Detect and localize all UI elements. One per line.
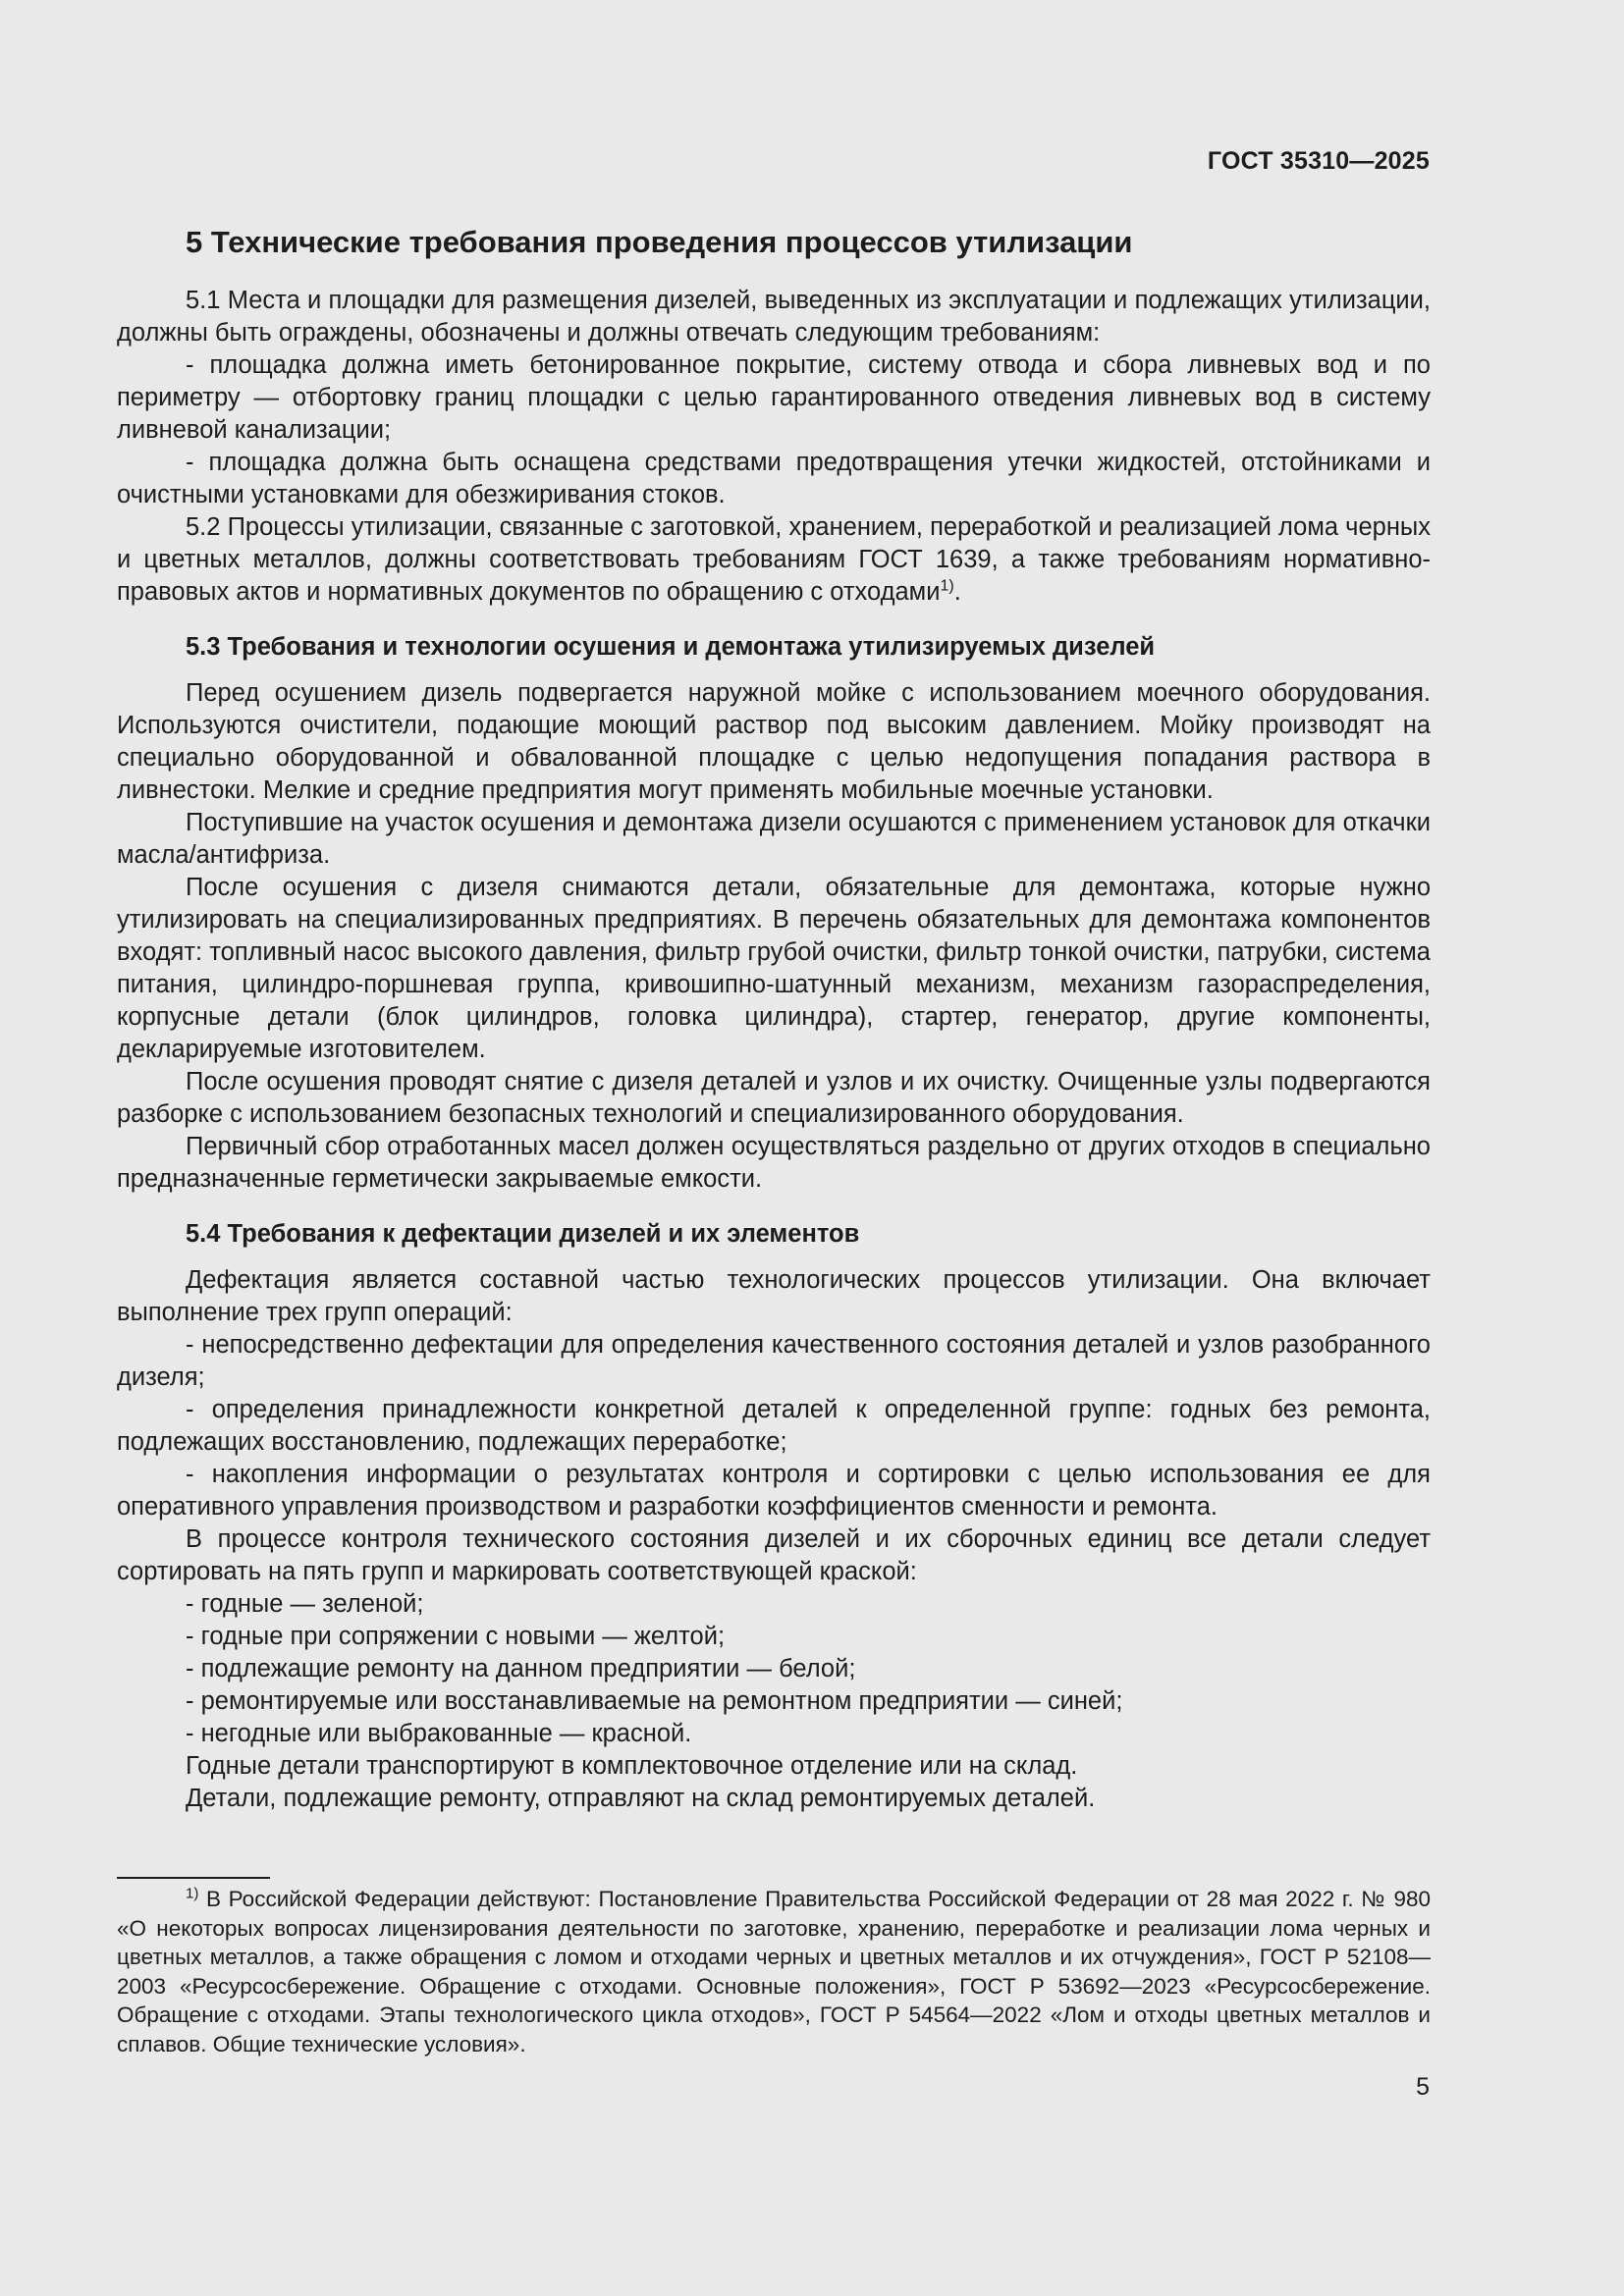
paragraph-5-4-item-2: - определения принадлежности конкретной деталей к определенной группе: годных без ремонта, подлежащих восстановлению, подлежащих переработке;	[117, 1396, 1431, 1456]
paragraph-5-2	[117, 511, 1431, 609]
paragraph-5-4-item-3: - накопления информации о результатах контроля и сортировки с целью использования ее для оперативного управления производством и разработки коэффициентов сменности и ремонта.	[117, 1461, 1431, 1521]
section-5-4-title: 5.4 Требования к дефектации дизелей и их элементов	[186, 1220, 860, 1248]
paragraph-5-3-1: Перед осушением дизель подвергается наружной мойке с использованием моечного оборудования. Используются очистители, подающие моющий раствор под высоким давлением. Мойку производят на специально оборудованной и обвалованной площадке с целью недопущения попадания раствора в ливнестоки. Мелкие и средние предприятия могут применять мобильные моечные установки.	[117, 679, 1431, 804]
footnote-text	[117, 1885, 1431, 2058]
main-content	[117, 222, 1431, 1815]
paragraph-5-4-2: В процессе контроля технического состояния дизелей и их сборочных единиц все детали следует сортировать на пять групп и маркировать соответствующей краской:	[117, 1525, 1431, 1585]
document-code: ГОСТ 35310—2025	[1207, 147, 1430, 175]
footnote-body: В Российской Федерации действуют: Постановление Правительства Российской Федерации от 28 мая 2022 г. № 980 «О некоторых вопросах лицензирования деятельности по заготовке, хранению, переработке и реализации лома черных и цветных металлов, а также обращения с ломом и отходами черных и цветных металлов и их отчуждения», ГОСТ Р 52108—2003 «Ресурсосбережение. Обращение с отходами. Основные положения», ГОСТ Р 53692—2023 «Ресурсосбережение. Обращение с отходами. Этапы технологического цикла отходов», ГОСТ Р 54564—2022 «Лом и отходы цветных металлов и сплавов. Общие технические условия».	[117, 1887, 1431, 2056]
paragraph-5-4-item-1: - непосредственно дефектации для определения качественного состояния деталей и узлов разобранного дизеля;	[117, 1331, 1431, 1391]
paragraph-5-2-text: 5.2 Процессы утилизации, связанные с заготовкой, хранением, переработкой и реализацией лома черных и цветных металлов, должны соответствовать требованиям ГОСТ 1639, а также требованиям нормативно-правовых актов и нормативных документов по обращению с отходами	[117, 513, 1431, 606]
paragraph-5-1-item-1: - площадка должна иметь бетонированное покрытие, систему отвода и сбора ливневых вод и по периметру — отбортовку границ площадки с целью гарантированного отведения ливневых вод в систему ливневой канализации;	[117, 351, 1431, 444]
footnote-mark: 1)	[186, 1885, 199, 1902]
footnote-divider	[117, 1877, 270, 1879]
paragraph-5-3-5: Первичный сбор отработанных масел должен осуществляться раздельно от других отходов в специально предназначенные герметически закрываемые емкости.	[117, 1133, 1431, 1193]
paragraph-5-1-item-2: - площадка должна быть оснащена средствами предотвращения утечки жидкостей, отстойниками и очистными установками для обезжиривания стоков.	[117, 449, 1431, 508]
color-list-item: - годные — зеленой;	[186, 1590, 424, 1618]
paragraph-5-3-4: После осушения проводят снятие с дизеля деталей и узлов и их очистку. Очищенные узлы подвергаются разборке с использованием безопасных технологий и специализированного оборудования.	[117, 1068, 1431, 1128]
paragraph-5-4-3: Годные детали транспортируют в комплектовочное отделение или на склад.	[186, 1752, 1078, 1780]
color-list-item: - ремонтируемые или восстанавливаемые на ремонтном предприятии — синей;	[186, 1687, 1123, 1715]
paragraph-5-3-3: После осушения с дизеля снимаются детали, обязательные для демонтажа, которые нужно утилизировать на специализированных предприятиях. В перечень обязательных для демонтажа компонентов входят: топливный насос высокого давления, фильтр грубой очистки, фильтр тонкой очистки, патрубки, система питания, цилиндро-поршневая группа, кривошипно-шатунный механизм, механизм газораспределения, корпусные детали (блок цилиндров, головка цилиндра), стартер, генератор, другие компоненты, декларируемые изготовителем.	[117, 874, 1431, 1063]
footnote-reference[interactable]: 1)	[940, 577, 954, 595]
page-number: 5	[1416, 2073, 1430, 2101]
color-list-item: - подлежащие ремонту на данном предприятии — белой;	[186, 1655, 856, 1682]
color-list-item: - негодные или выбракованные — красной.	[186, 1720, 692, 1747]
paragraph-5-1: 5.1 Места и площадки для размещения дизелей, выведенных из эксплуатации и подлежащих утилизации, должны быть ограждены, обозначены и должны отвечать следующим требованиям:	[117, 287, 1431, 347]
paragraph-5-2-end: .	[953, 578, 961, 606]
section-5-title: 5 Технические требования проведения процессов утилизации	[186, 225, 1133, 259]
paragraph-5-4-4: Детали, подлежащие ремонту, отправляют на склад ремонтируемых деталей.	[186, 1785, 1096, 1812]
footnote	[117, 1885, 1431, 2058]
paragraph-5-3-2: Поступившие на участок осушения и демонтажа дизели осушаются с применением установок для откачки масла/антифриза.	[117, 809, 1431, 869]
color-list-item: - годные при сопряжении с новыми — желтой;	[186, 1623, 726, 1650]
paragraph-5-4-1: Дефектация является составной частью технологических процессов утилизации. Она включает выполнение трех групп операций:	[117, 1266, 1431, 1326]
section-5-3-title: 5.3 Требования и технологии осушения и демонтажа утилизируемых дизелей	[186, 633, 1156, 661]
